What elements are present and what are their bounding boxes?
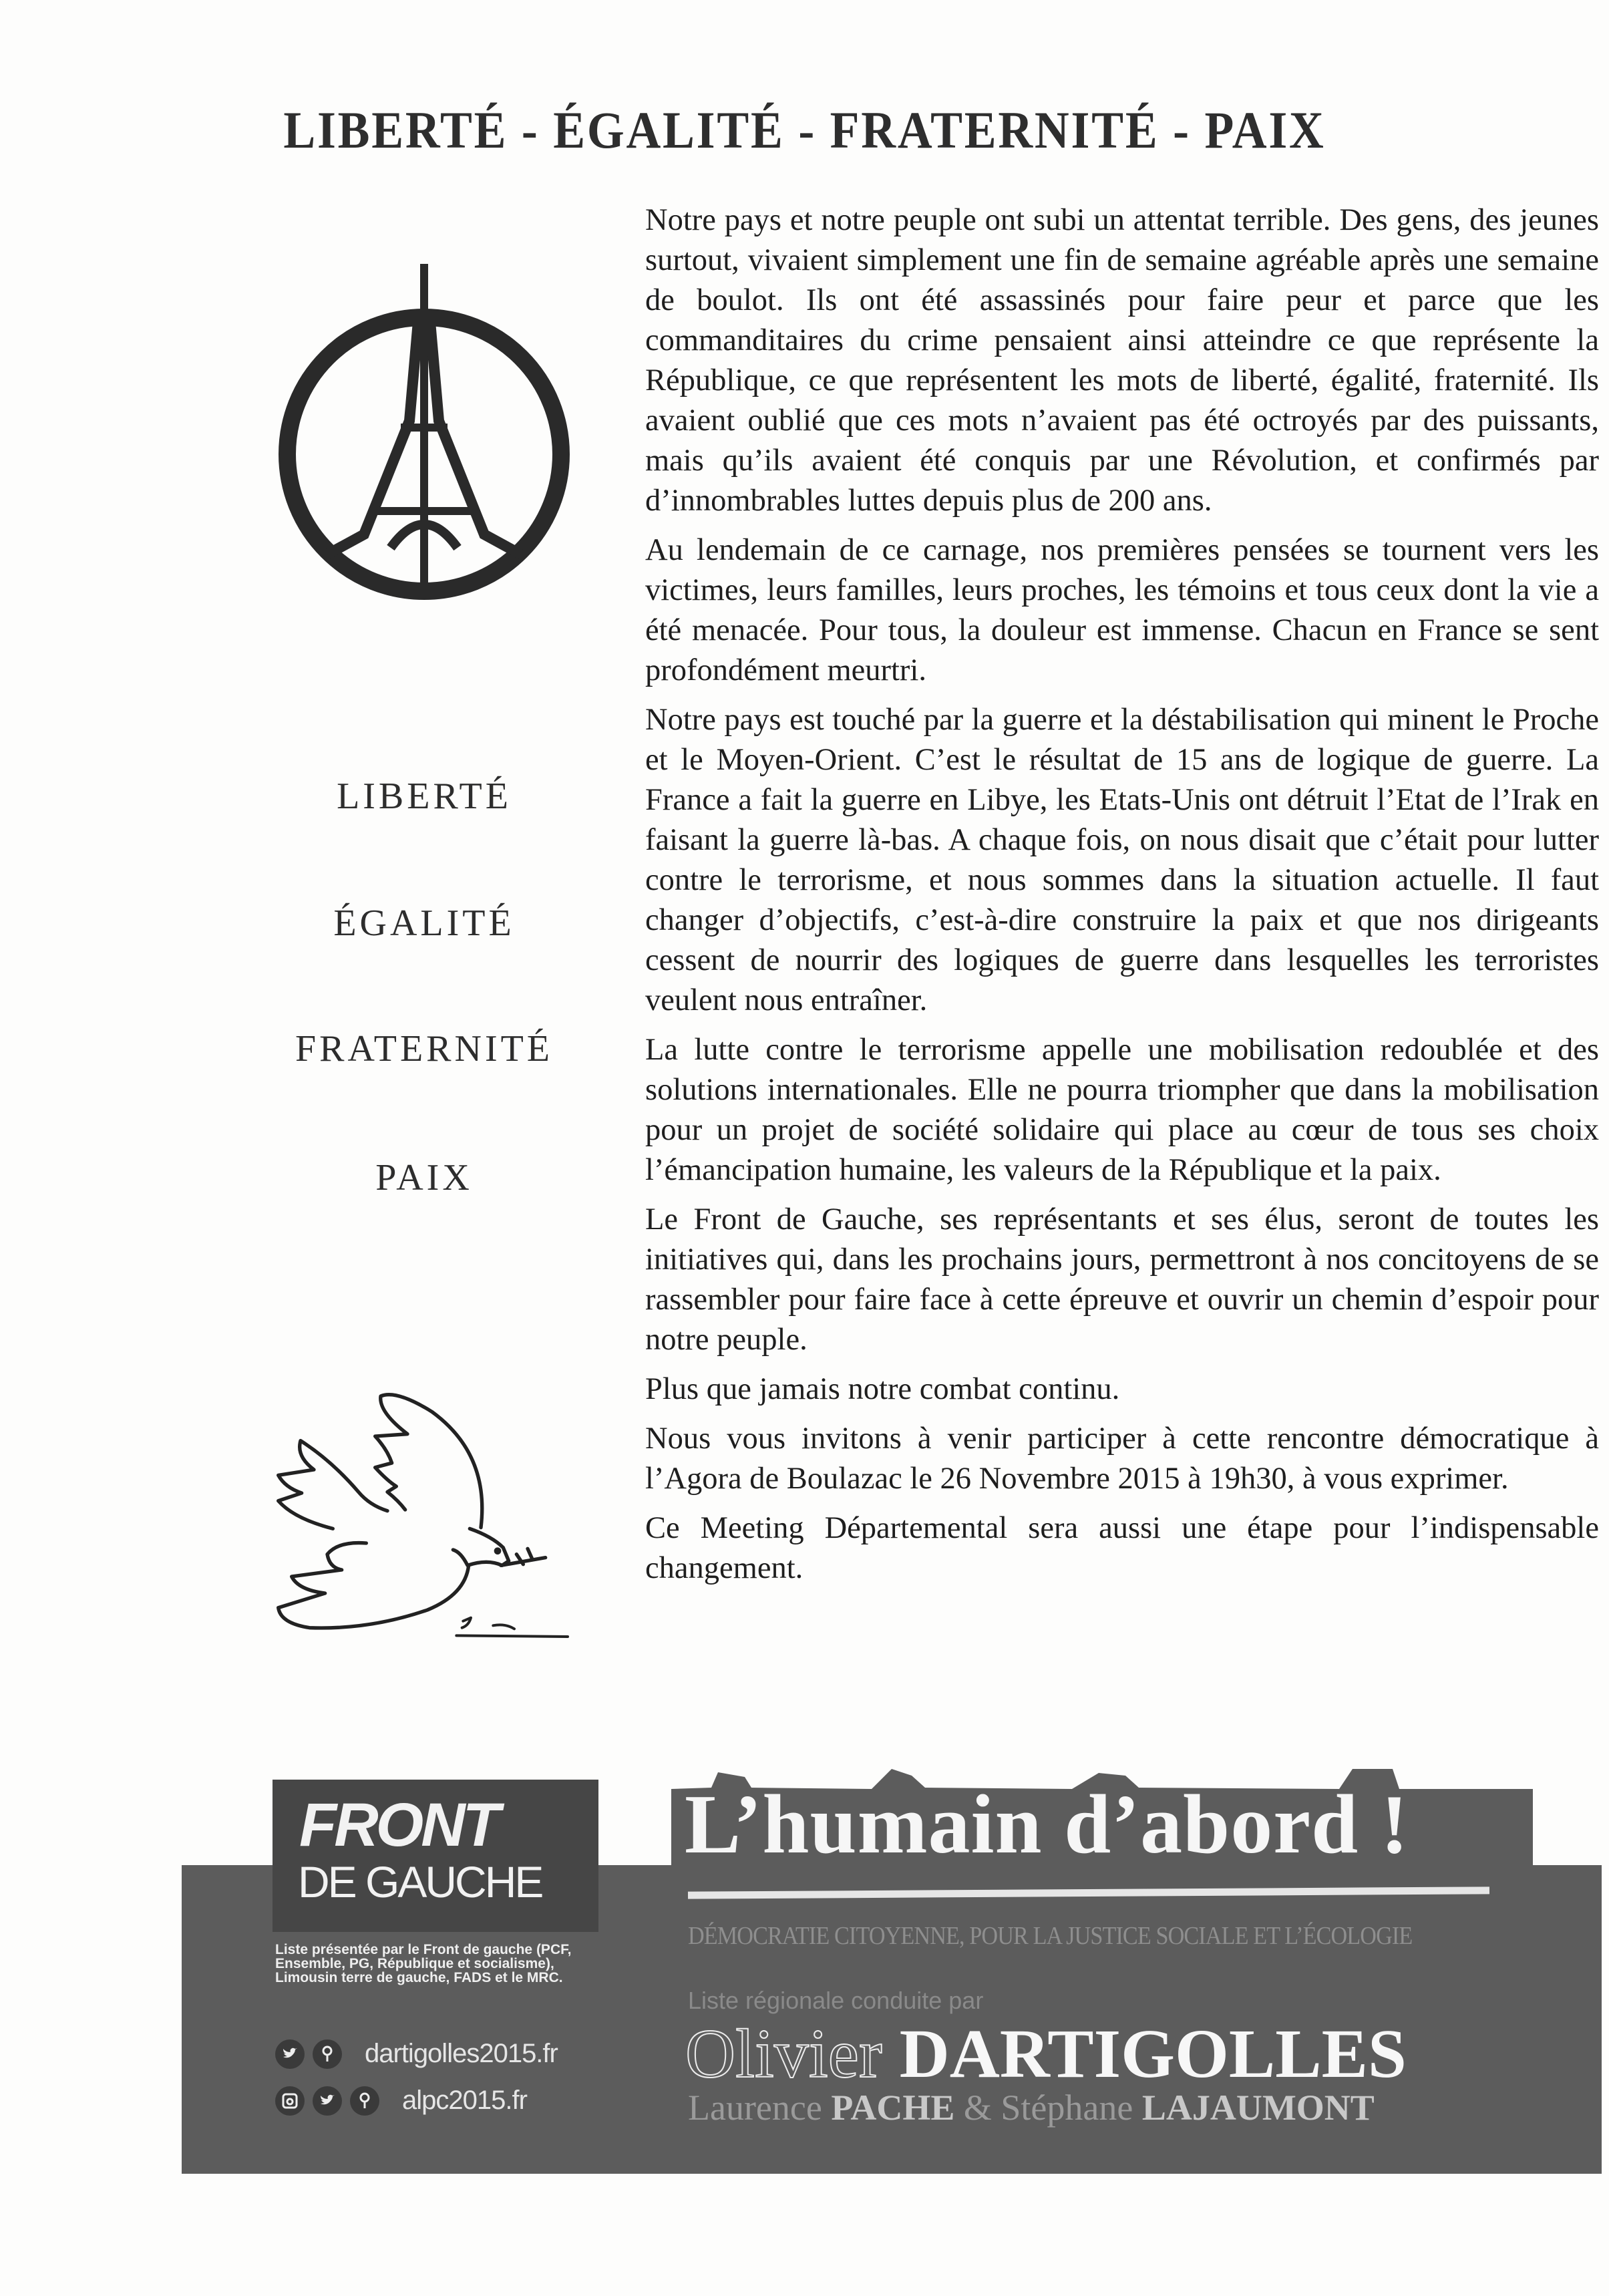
paragraph: Ce Meeting Départemental sera aussi une étape pour l’indispensable changement. — [645, 1511, 1599, 1585]
paragraph: Notre pays est touché par la guerre et la déstabilisation qui minent le Proche et le Moyen-Orient. C’est le résultat de 15 ans de logique de guerre. La France a fait la guerre en Libye, les Etats-Unis ont détruit l’Etat de l’Irak en faisant la guerre là-bas. A chaque fois, on nous disait que c’était pour lutter contre le terrorisme, et nous sommes dans la situation actuelle. Il faut changer d’objectifs, c’est-à-dire construire la paix et que nos dirigeants cessent de nourrir des logiques de guerre dans lesquelles les terroristes veulent nous entraîner. — [645, 703, 1599, 1017]
dove-drawing-icon — [254, 1376, 588, 1643]
article-body — [645, 200, 1599, 1598]
page-title: LIBERTÉ - ÉGALITÉ - FRATERNITÉ - PAIX — [283, 101, 1326, 159]
co1-first: Laurence — [688, 2088, 822, 2128]
paragraph: Plus que jamais notre combat continu. — [645, 1372, 1120, 1406]
motto-liberte: LIBERTÉ — [337, 776, 512, 817]
social-row-2 — [275, 2086, 527, 2116]
motto-fraternite: FRATERNITÉ — [295, 1028, 553, 1070]
lead-candidate — [685, 2017, 1407, 2091]
motto-egalite: ÉGALITÉ — [333, 903, 515, 944]
twitter-icon[interactable] — [275, 2039, 305, 2069]
logo-line2: DE GAUCHE — [298, 1857, 542, 1907]
website-link-1[interactable]: dartigolles2015.fr — [365, 2039, 558, 2068]
motto-paix: PAIX — [375, 1157, 473, 1198]
map-pin-icon[interactable] — [350, 2086, 379, 2116]
lead-last-name: DARTIGOLLES — [899, 2015, 1407, 2092]
map-pin-icon[interactable] — [313, 2039, 342, 2069]
paragraph: Au lendemain de ce carnage, nos premières pensées se tournent vers les victimes, leurs familles, leurs proches, les témoins et tous ceux dont la vie a été menacée. Pour tous, la douleur est immense. Chacun en France se sent profondément meurtri. — [645, 533, 1599, 687]
paragraph: La lutte contre le terrorisme appelle une mobilisation redoublée et des solutions internationales. Elle ne pourra triompher que dans la mobilisation pour un projet de société solidaire qui place au cœur de tous ses choix l’émancipation humaine, les valeurs de la République et la paix. — [645, 1033, 1599, 1187]
co1-last: PACHE — [831, 2088, 955, 2128]
twitter-icon[interactable] — [313, 2086, 342, 2116]
tagline: DÉMOCRATIE CITOYENNE, POUR LA JUSTICE SOCIALE ET L’ÉCOLOGIE — [688, 1922, 1413, 1950]
front-de-gauche-logo — [273, 1780, 598, 1932]
social-row-1 — [275, 2039, 558, 2069]
paragraph: Le Front de Gauche, ses représentants et ses élus, seront de toutes les initiatives qui, dans les prochains jours, permettront à nos concitoyens de se rassembler pour faire face à cette épreuve et ouvrir un chemin d’espoir pour notre peuple. — [645, 1202, 1599, 1357]
paragraph: Nous vous invitons à venir participer à cette rencontre démocratique à l’Agora de Boulazac le 26 Novembre 2015 à 19h30, à vous exprimer. — [645, 1422, 1599, 1496]
logo-line1: FRONT — [299, 1791, 498, 1859]
co2-first: Stéphane — [1001, 2088, 1133, 2128]
list-info: Liste présentée par le Front de gauche (PCF, Ensemble, PG, République et socialisme), Limousin terre de gauche, FADS et le MRC. — [275, 1942, 572, 1985]
lead-first-name: Olivier — [685, 2015, 882, 2092]
paragraph: Notre pays et notre peuple ont subi un attentat terrible. Des gens, des jeunes surtout, vivaient simplement une fin de semaine agréable après une semaine de boulot. Ils ont été assassinés pour faire peur et parce que les commanditaires du crime pensaient ainsi atteindre ce que représente la République, ce que représentent les mots de liberté, égalité, fraternité. Ils avaient oublié que ces mots n’avaient pas été octroyés par des puissants, mais qu’ils avaient été conquis par une Révolution, et confirmés par d’innombrables luttes depuis plus de 200 ans. — [645, 203, 1599, 518]
list-intro: Liste régionale conduite par — [688, 1987, 984, 2014]
website-link-2[interactable]: alpc2015.fr — [402, 2086, 527, 2115]
instagram-icon[interactable] — [275, 2086, 305, 2116]
ampersand: & — [963, 2088, 992, 2128]
peace-eiffel-icon — [264, 254, 584, 668]
slogan: L’humain d’abord ! — [685, 1778, 1409, 1871]
co2-last: LAJAUMONT — [1141, 2088, 1375, 2128]
co-candidates — [688, 2087, 1375, 2128]
